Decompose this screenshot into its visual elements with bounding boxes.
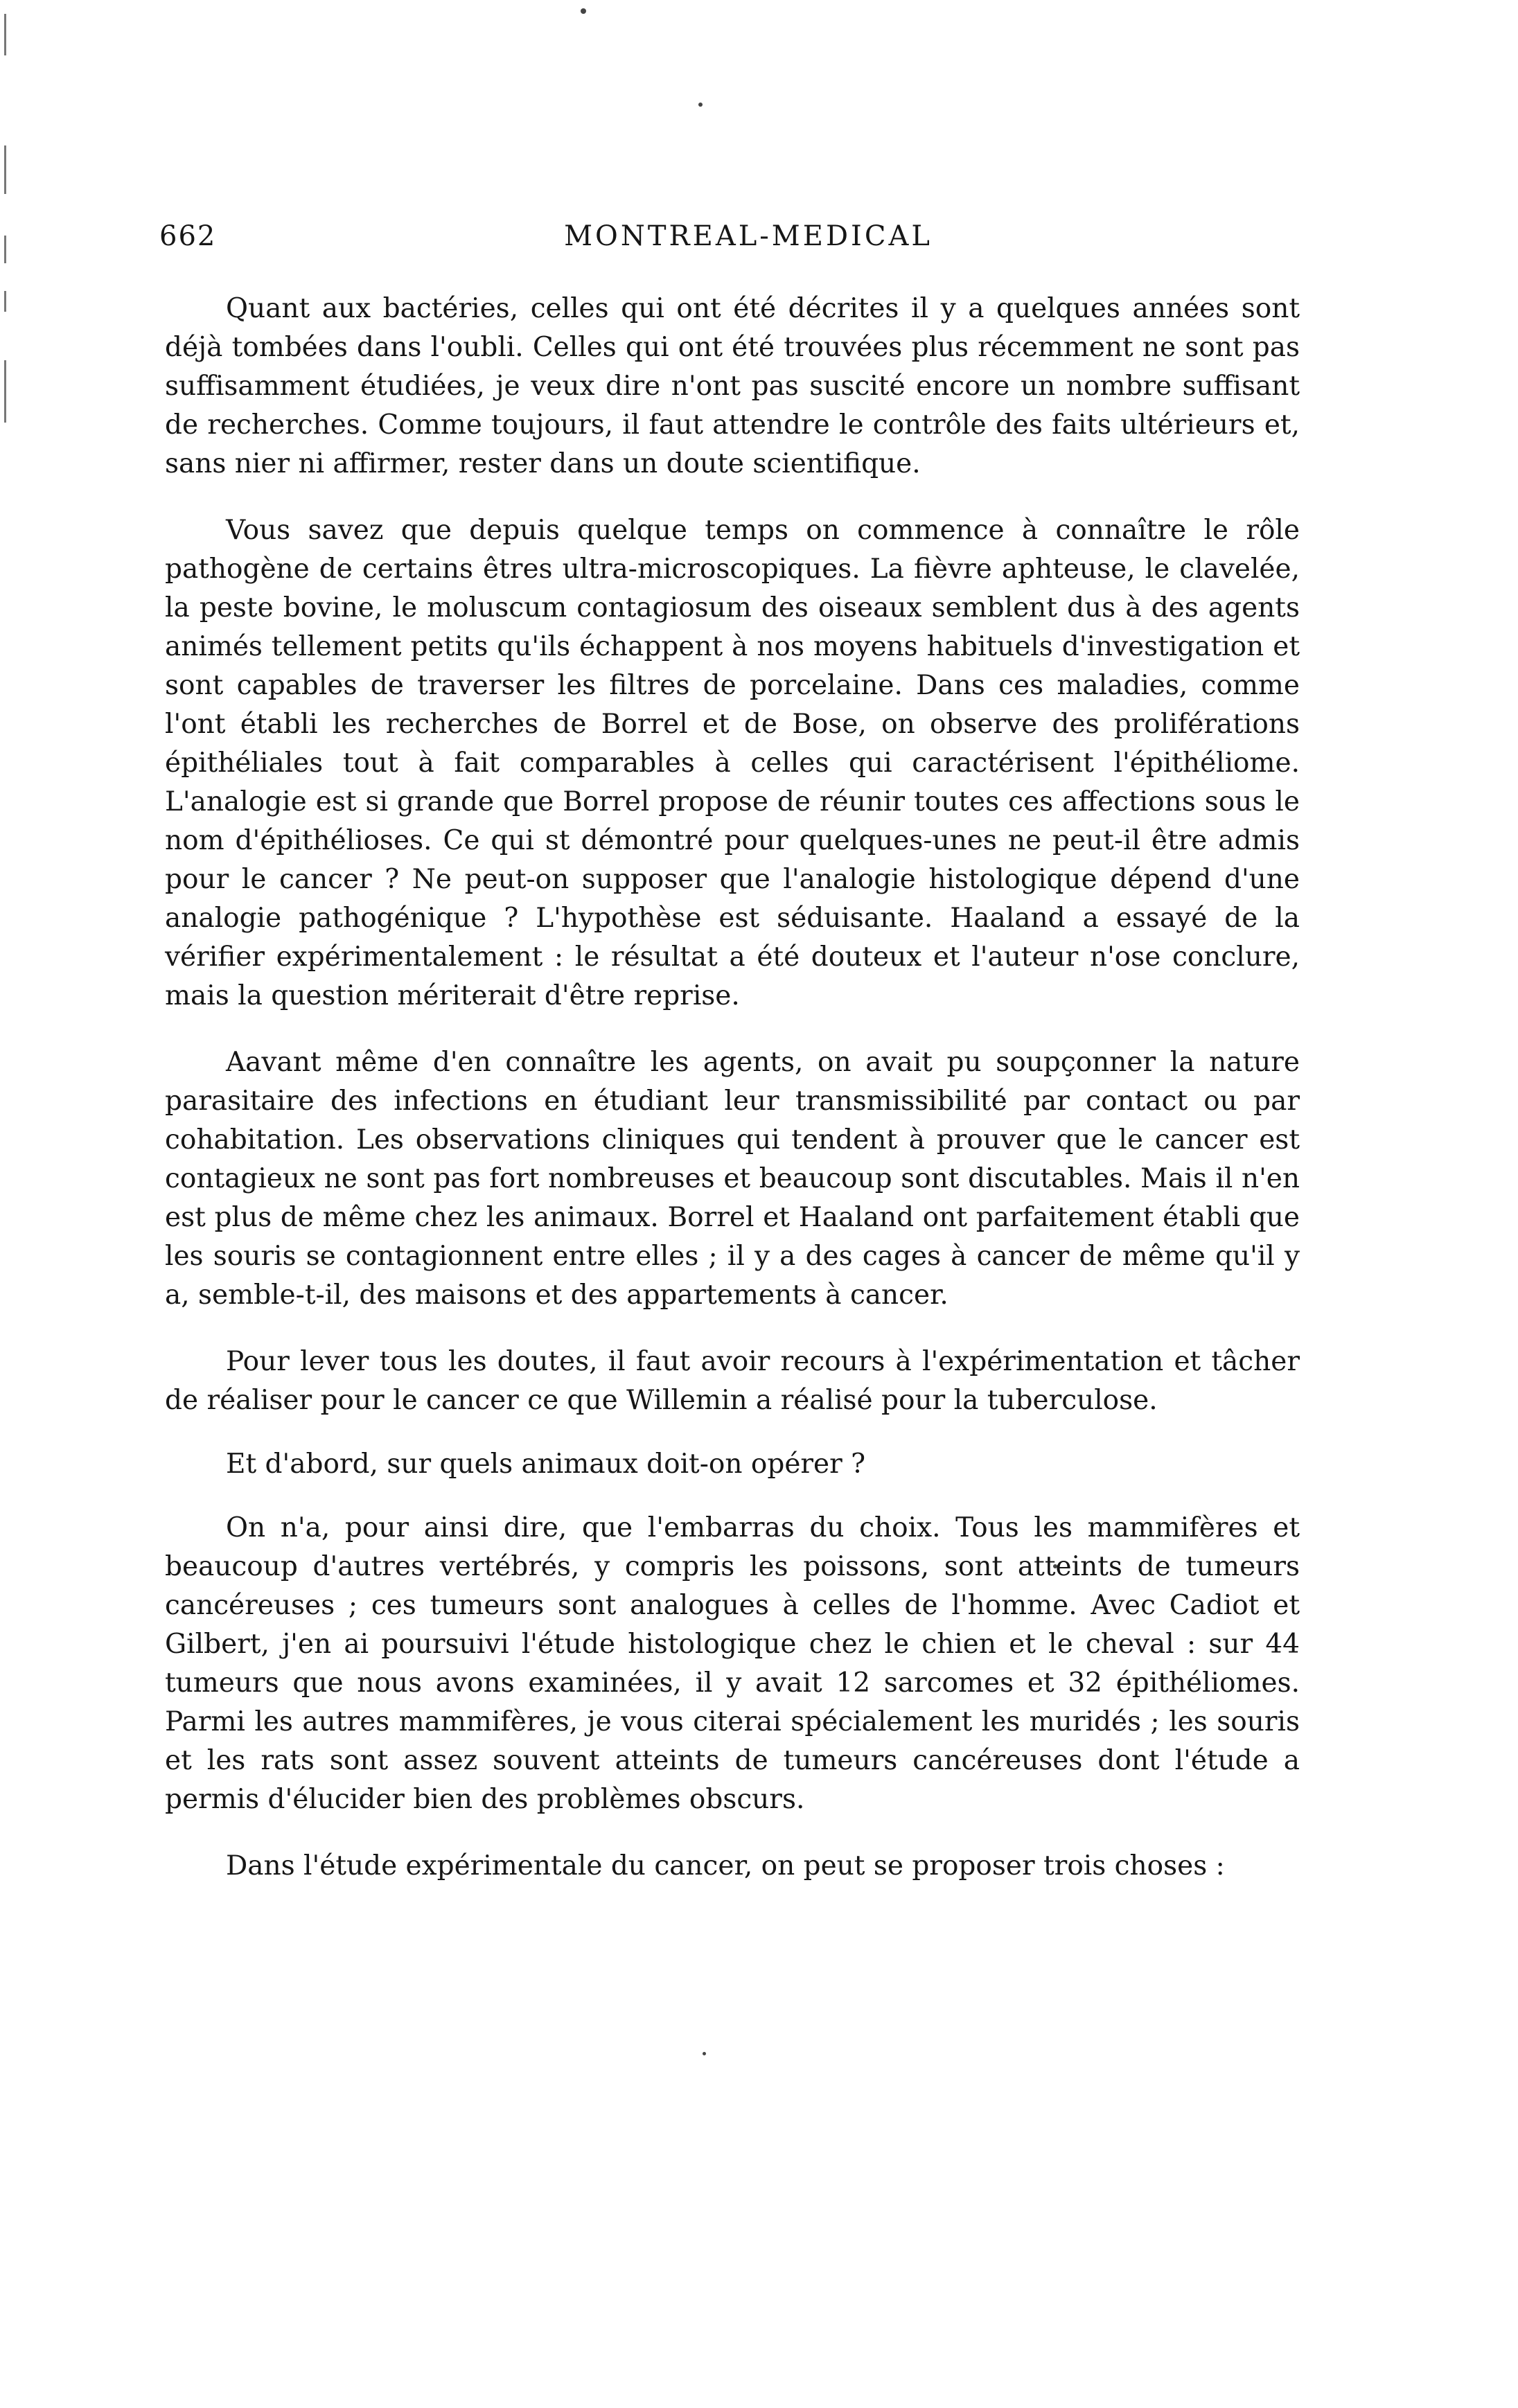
scan-edge-mark [4,14,6,55]
page-header [159,220,1309,262]
running-title: MONTREAL-MEDICAL [564,220,933,252]
scan-speck [703,2052,706,2055]
scan-speck [581,8,586,14]
paragraph: Dans l'étude expérimentale du cancer, on peut se proposer trois choses : [226,1850,1225,1882]
paragraph: Vous savez que depuis quelque temps on commence à connaître le rôle pathogène de certains êtres ultra-microscopiques. La fièvre aphteuse, le clavelée, la peste bovine, le moluscum contagiosum des oiseaux semblent dus à des agents animés tellement petits qu'ils échappent à nos moyens habituels d'investigation et sont capables de traverser les filtres de porcelaine. Dans ces maladies, comme l'ont établi les recherches de Borrel et de Bose, on observe des proliférations épithéliales tout à fait comparables à celles qui caractérisent l'épithéliome. L'analogie est si grande que Borrel propose de réunir toutes ces affections sous le nom d'épithélioses. Ce qui st démontré pour quelques-unes ne peut-il être admis pour le cancer ? Ne peut-on supposer que l'analogie histologique dépend d'une analogie pathogénique ? L'hypothèse est séduisante. Haaland a essayé de la vérifier expérimentalement : le résultat a été douteux et l'auteur n'ose conclure, mais la question mériterait d'être reprise. [165,515,1300,1011]
scan-edge-mark [4,236,6,263]
body-text [165,290,1300,1913]
paragraph: Pour lever tous les doutes, il faut avoir recours à l'expérimentation et tâcher de réaliser pour le cancer ce que Willemin a réalisé pour la tuberculose. [165,1346,1300,1416]
scan-edge-mark [4,291,6,312]
paragraph: Quant aux bactéries, celles qui ont été décrites il y a quelques années sont déjà tombées dans l'oubli. Celles qui ont été trouvées plus récemment ne sont pas suffisamment étudiées, je veux dire n'ont pas suscité encore un nombre suffisant de recherches. Comme toujours, il faut attendre le contrôle des faits ultérieurs et, sans nier ni affirmer, rester dans un doute scientifique. [165,293,1300,479]
scan-edge-mark [4,360,6,423]
page-number: 662 [159,220,217,252]
paragraph: Aavant même d'en connaître les agents, on avait pu soupçonner la nature parasitaire des infections en étudiant leur transmissibilité par contact ou par cohabitation. Les observations cliniques qui tendent à prouver que le cancer est contagieux ne sont pas fort nombreuses et beaucoup sont discutables. Mais il n'en est plus de même chez les animaux. Borrel et Haaland ont parfaitement établi que les souris se contagionnent entre elles ; il y a des cages à cancer de même qu'il y a, semble-t-il, des maisons et des appartements à cancer. [165,1047,1300,1311]
paragraph: Et d'abord, sur quels animaux doit-on opérer ? [226,1449,866,1480]
paragraph: On n'a, pour ainsi dire, que l'embarras du choix. Tous les mammifères et beaucoup d'autres vertébrés, y compris les poissons, sont atteints de tumeurs cancéreuses ; ces tumeurs sont analogues à celles de l'homme. Avec Cadiot et Gilbert, j'en ai poursuivi l'étude histologique chez le chien et le cheval : sur 44 tumeurs que nous avons examinées, il y avait 12 sarcomes et 32 épithéliomes. Parmi les autres mammifères, je vous citerai spécialement les muridés ; les souris et les rats sont assez souvent atteints de tumeurs cancéreuses dont l'étude a permis d'élucider bien des problèmes obscurs. [165,1512,1300,1815]
scan-speck [698,103,703,107]
scan-edge-mark [4,145,6,194]
